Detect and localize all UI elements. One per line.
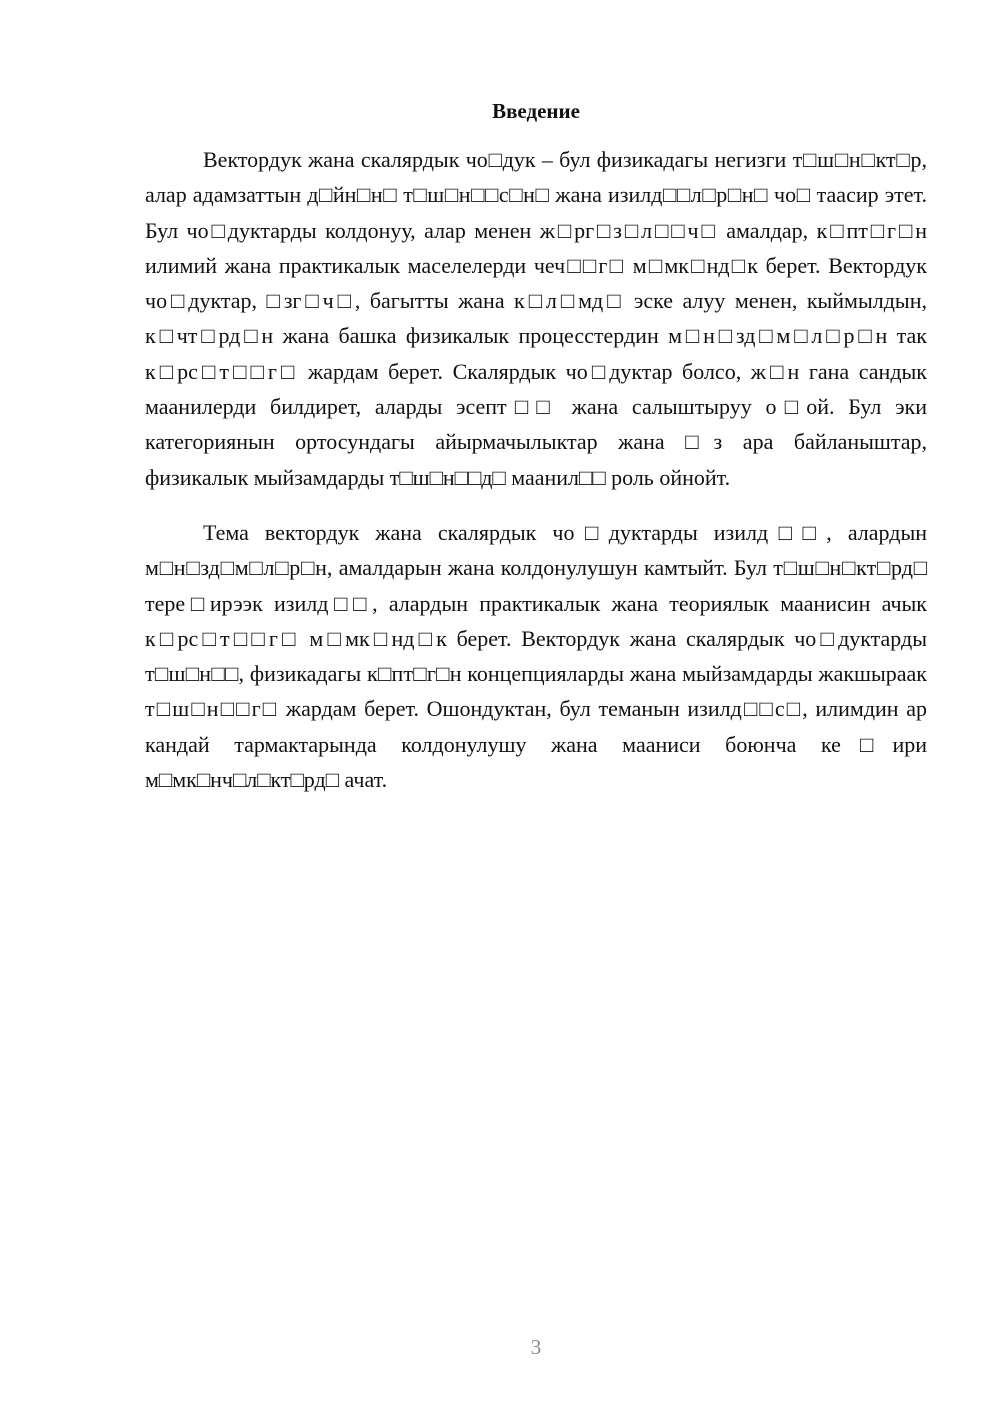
section-title: Введение: [492, 99, 580, 123]
paragraph-topic: Тема вектордук жана скалярдык чо□дуктарды изилд□□, алардын м□н□зд□м□л□р□н, амалдарын жана колдонулушун камтыйт. Бул т□ш□н□кт□рд□ тере□ирээк изилд□□, алардын практикалык жана теориялык маанисин ачык к□рс□т□□г□ м□мк□нд□к берет. Вектордук жана скалярдык чо□дуктарды т□ш□н□□, физикадагы к□пт□г□н концепцияларды жана мыйзамдарды жакшыраак т□ш□н□□г□ жардам берет. Ошондуктан, бул теманын изилд□□с□, илимдин ар кандай тармактарында колдонулушу жана мааниси боюнча ке□ири м□мк□нч□л□кт□рд□ ачат.: [145, 519, 927, 793]
paragraph-intro: Вектордук жана скалярдык чо□дук – бул физикадагы негизги т□ш□н□кт□р, алар адамзаттын д□йн□н□ т□ш□н□□с□н□ жана изилд□□л□р□н□ чо□ таасир этет. Бул чо□дуктарды колдонуу, алар менен ж□рг□з□л□□ч□ амалдар, к□пт□г□н илимий жана практикалык маселелерди чеч□□г□ м□мк□нд□к берет. Вектордук чо□дуктар, □зг□ч□, багытты жана к□л□мд□ эске алуу менен, кыймылдын, к□чт□рд□н жана башка физикалык процесстердин м□н□зд□м□л□р□н так к□рс□т□□г□ жардам берет. Скалярдык чо□дуктар болсо, ж□н гана сандык маанилерди билдирет, аларды эсепт□□ жана салыштыруу о□ой. Бул эки категориянын ортосундагы айырмачылыктар жана □з ара байланыштар, физикалык мыйзамдарды т□ш□н□□д□ маанил□□ роль ойнойт.: [145, 147, 927, 490]
document-body: [145, 142, 927, 797]
page-number: 3: [530, 1335, 542, 1359]
